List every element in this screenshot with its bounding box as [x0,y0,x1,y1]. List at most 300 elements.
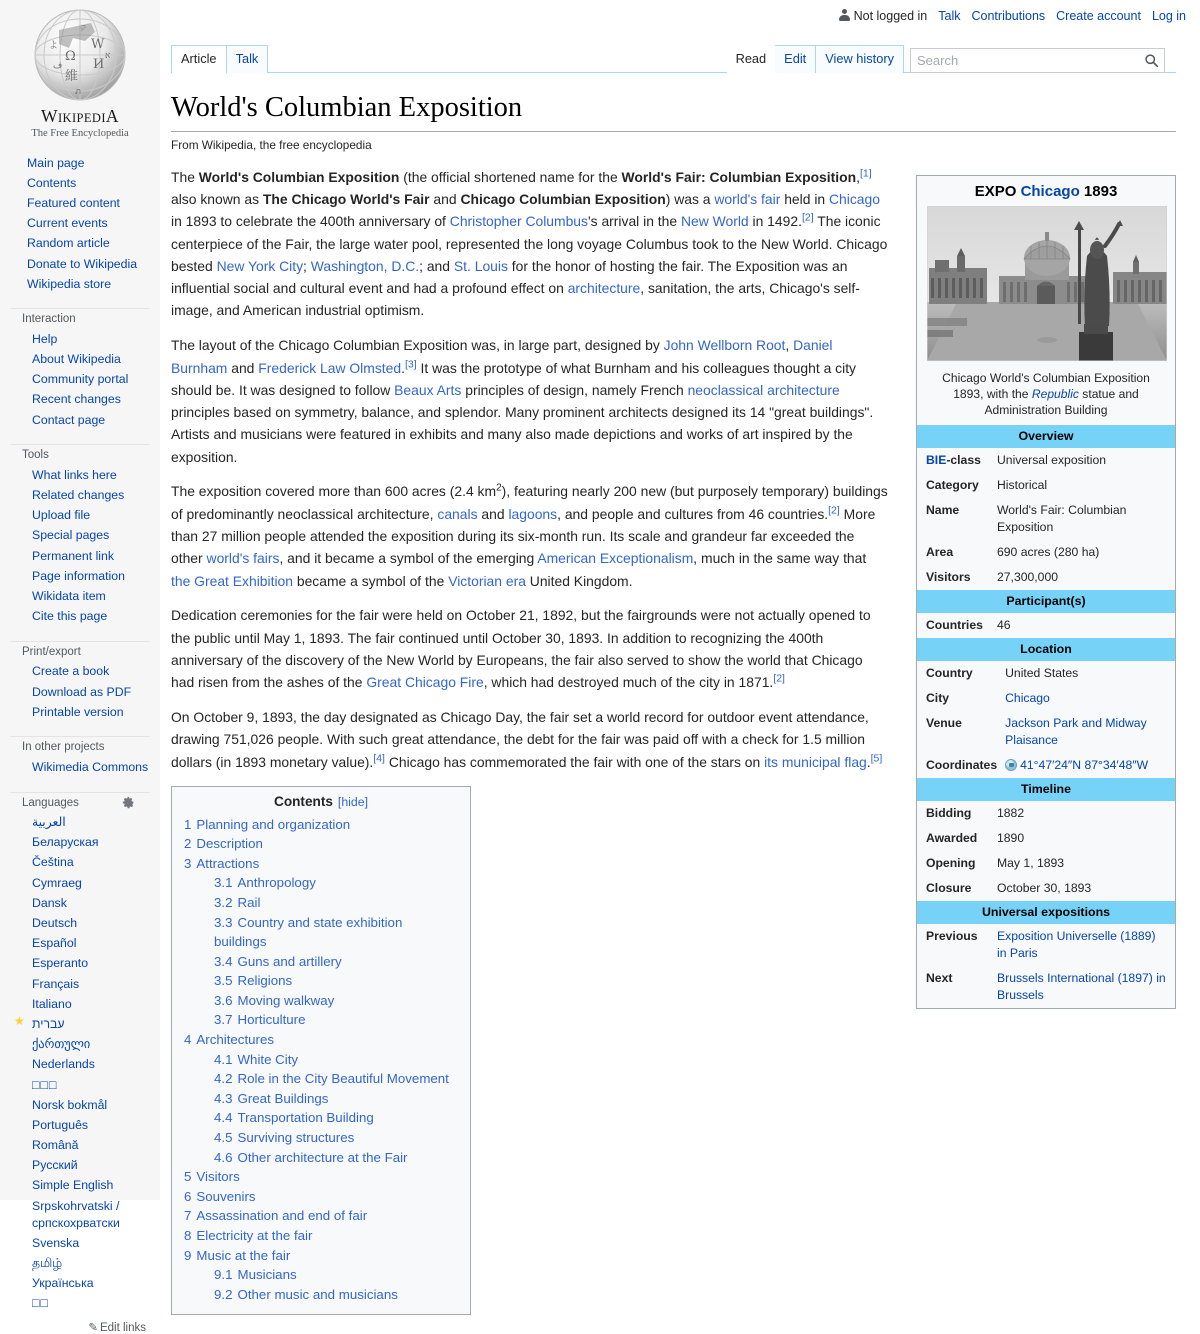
sidebar-item-print-0[interactable] [0,662,160,682]
sidebar-language-label[interactable]: Español [32,936,76,950]
edit-links-button[interactable] [0,1314,160,1334]
sidebar-item-tool-label[interactable]: Permanent link [32,549,114,563]
infobox-caption-pre: Chicago World's Columbian Exposition 1893, with the [942,371,1150,401]
infobox-row [917,711,1175,753]
article-link[interactable]: Christopher Columbus [450,213,588,229]
toc-item-label[interactable]: White City [238,1052,299,1067]
exposition-photo [927,206,1167,361]
sidebar-language-label[interactable]: Română [32,1138,78,1152]
toc-item-label[interactable]: Planning and organization [196,817,350,832]
article-link[interactable]: world's fair [714,191,780,207]
sidebar-item-nav-label[interactable]: Wikipedia store [27,277,111,291]
article-text: On October 9, 1893, the day designated as Chicago Day, the fair set a world record for outdoor event attendance, drawing 751,026 people. With such great attendance, the debt for the fair was paid off with a check for 1.5 million dollars (in 1893 monetary value). [171,709,869,770]
toc-item-label[interactable]: Architectures [196,1032,274,1047]
infobox-row [917,966,1175,1008]
toc-item-label[interactable]: Moving walkway [238,993,335,1008]
sidebar-language-item-20[interactable] [0,1233,160,1253]
sidebar-section-languages [0,792,160,1334]
article-link[interactable]: Frederick Law Olmsted [258,360,401,376]
page-title: World's Columbian Exposition [171,90,1176,132]
sidebar-language-label[interactable]: Svenska [32,1236,79,1250]
infobox-row-value: 690 acres (280 ha) [995,540,1175,565]
sidebar-language-item-10[interactable] [0,1014,160,1034]
sidebar [0,0,160,1200]
sidebar-language-label[interactable]: Italiano [32,997,72,1011]
infobox-title-post: 1893 [1084,183,1117,200]
toc-item-2[interactable] [184,834,458,854]
article-link[interactable]: St. Louis [454,258,508,274]
personal-link-contributions[interactable]: Contributions [972,9,1046,23]
article-text: , and people and cultures from 46 countries. [557,506,828,522]
svg-text:維: 維 [65,69,78,84]
article-text: United Kingdom. [526,573,633,589]
toc-item-1[interactable] [184,815,458,835]
sidebar-language-item-17[interactable] [0,1156,160,1176]
article-text: and [227,360,258,376]
sidebar-item-interaction-label[interactable]: Help [32,332,57,346]
article-link[interactable]: architecture [568,280,641,296]
bold-term: World's Columbian Exposition [199,169,400,185]
toc-item-label[interactable]: Country and state exhibition buildings [214,915,402,950]
infobox-row-value[interactable] [1003,711,1175,753]
infobox-row-value: United States [1003,661,1175,686]
toc-item-9-2[interactable] [184,1285,458,1305]
infobox-section-heading-0: Overview [917,425,1175,448]
tab-read[interactable]: Read [727,45,776,73]
sidebar-language-item-9[interactable] [0,994,160,1014]
sidebar-language-label[interactable]: Français [32,977,79,991]
infobox-row-label: Bidding [917,801,995,826]
sidebar-item-tool-label[interactable]: Page information [32,569,125,583]
sidebar-language-item-18[interactable] [0,1176,160,1196]
toc-item-number: 4 [184,1032,191,1047]
toc-item-number: 4.6 [214,1150,233,1165]
infobox-row-value: 27,300,000 [995,565,1175,590]
sidebar-item-tool-4[interactable] [0,546,160,566]
article-body [171,166,888,773]
sidebar-item-nav-label[interactable]: Donate to Wikipedia [27,257,137,271]
article-link[interactable]: Washington, D.C. [311,258,419,274]
toc-item-6[interactable] [184,1187,458,1207]
sidebar-item-interaction-4[interactable] [0,410,160,430]
sidebar-language-item-8[interactable] [0,974,160,994]
sidebar-language-item-22[interactable] [0,1274,160,1294]
sidebar-language-label[interactable]: Nederlands [32,1057,95,1071]
toc-item-number: 9.2 [214,1287,233,1302]
infobox-row-value: Historical [995,473,1175,498]
sidebar-item-tool-label[interactable]: Upload file [32,508,90,522]
sidebar-language-item-1[interactable] [0,833,160,853]
sidebar-language-item-19[interactable] [0,1196,160,1233]
infobox-row [917,448,1175,473]
sidebar-language-label[interactable]: Simple English [32,1178,113,1192]
sidebar-item-nav-label[interactable]: Current events [27,216,108,230]
toc-item-label[interactable]: Anthropology [238,875,316,890]
sidebar-item-print-label[interactable]: Download as PDF [32,685,131,699]
toc-item-label[interactable]: Guns and artillery [238,954,342,969]
sidebar-item-nav-2[interactable] [0,193,160,213]
article-text: The [171,169,199,185]
infobox-row-value[interactable] [995,966,1175,1008]
sidebar-language-item-3[interactable] [0,873,160,893]
infobox-row-label: Next [917,966,995,1008]
personal-link-talk[interactable]: Talk [938,9,960,23]
toc-item-3-6[interactable] [184,991,458,1011]
sidebar-heading-print-export: Print/export [10,641,150,662]
article-link[interactable]: its municipal flag [764,754,867,770]
sidebar-language-item-2[interactable] [0,853,160,873]
sidebar-item-project-0[interactable] [0,757,160,777]
sidebar-item-tool-label[interactable]: Special pages [32,528,109,542]
infobox-title-pre: EXPO [975,183,1017,200]
article-text: principles based on symmetry, balance, and splendor. Many prominent architects designed its 14 "great buildings". Artists and musicians were featured in exhibits and many also made depictions and works of art inspired by the exposition. [171,404,873,465]
toc-title-label: Contents [274,794,333,809]
toc-item-number: 3.5 [214,973,233,988]
svg-text:ف: ف [53,61,62,71]
article-link[interactable]: neoclassical architecture [688,382,840,398]
sidebar-language-label[interactable]: العربية [32,815,66,829]
sidebar-item-print-label[interactable]: Create a book [32,664,109,678]
infobox-caption-emphasis[interactable]: Republic [1032,387,1079,401]
sidebar-language-item-14[interactable] [0,1095,160,1115]
infobox-row [917,613,1175,638]
toc-item-label[interactable]: Surviving structures [238,1130,355,1145]
article-link[interactable]: American Exceptionalism [537,550,693,566]
article-link[interactable]: world's fairs [207,550,280,566]
sidebar-item-interaction-label[interactable]: Recent changes [32,392,121,406]
sidebar-item-tool-0[interactable] [0,465,160,485]
infobox-row [917,801,1175,826]
infobox-table-2 [917,661,1175,778]
sidebar-section-tools [0,444,160,627]
toc-item-9[interactable] [184,1246,458,1266]
wikipedia-logo[interactable] [0,0,160,139]
toc-item-4-4[interactable] [184,1108,458,1128]
infobox-value-link[interactable]: Jackson Park and Midway Plaisance [1005,716,1147,747]
article-text: . [867,754,871,770]
infobox-row-label: Name [917,498,995,540]
sidebar-language-label[interactable]: Русский [32,1158,78,1172]
toc-item-3-3[interactable] [184,913,458,952]
toc-item-label[interactable]: Great Buildings [238,1091,329,1106]
sidebar-item-interaction-0[interactable] [0,329,160,349]
infobox-row-label: Previous [917,924,995,966]
sidebar-item-print-1[interactable] [0,682,160,702]
article-link[interactable]: Great Chicago Fire [366,674,483,690]
toc-item-9-1[interactable] [184,1265,458,1285]
sidebar-language-item-4[interactable] [0,893,160,913]
article-link[interactable]: Victorian era [448,573,526,589]
sidebar-item-tool-label[interactable]: Related changes [32,488,124,502]
sidebar-item-tool-label[interactable]: Wikidata item [32,589,106,603]
search-box[interactable] [910,48,1165,73]
toc-item-3-1[interactable] [184,873,458,893]
reference-marker[interactable]: [2] [773,673,785,685]
toc-item-number: 4.3 [214,1091,233,1106]
infobox-row [917,826,1175,851]
sidebar-language-label[interactable]: Українська [32,1276,94,1290]
toc-item-label[interactable]: Musicians [238,1267,297,1282]
toc-item-4-3[interactable] [184,1089,458,1109]
reference-marker[interactable]: [1] [860,167,872,179]
search-icon[interactable] [1138,49,1164,72]
infobox-row-value[interactable] [1003,753,1175,778]
sidebar-language-label[interactable]: Deutsch [32,916,77,930]
toc-item-4-6[interactable] [184,1148,458,1168]
sidebar-language-item-6[interactable] [0,934,160,954]
sidebar-heading-tools: Tools [10,444,150,465]
sidebar-item-print-2[interactable] [0,702,160,722]
toc-item-label[interactable]: Other music and musicians [238,1287,398,1302]
infobox-value-link[interactable]: Exposition Universelle (1889) in Paris [997,929,1156,960]
tab-talk[interactable]: Talk [227,45,269,73]
sidebar-language-label[interactable]: Esperanto [32,956,88,970]
infobox-section-heading-4: Universal expositions [917,901,1175,924]
sidebar-language-item-0[interactable] [0,813,160,833]
site-subtitle: From Wikipedia, the free encyclopedia [171,138,1176,152]
infobox-row [917,661,1175,686]
toc-item-3-5[interactable] [184,971,458,991]
article-paragraph-0 [171,166,888,322]
toc-item-3[interactable] [184,854,458,874]
sidebar-language-item-7[interactable] [0,954,160,974]
sidebar-item-nav-5[interactable] [0,254,160,274]
sidebar-item-project-label[interactable]: Wikimedia Commons [32,760,148,774]
toc-item-label[interactable]: Rail [238,895,261,910]
sidebar-heading-languages [10,792,150,813]
sidebar-print-list [0,662,160,723]
reference-marker[interactable]: [5] [871,752,883,764]
sidebar-language-label[interactable]: ქართული [32,1037,90,1051]
infobox-image[interactable] [917,206,1175,366]
sidebar-language-label[interactable]: Dansk [32,896,67,910]
sidebar-language-label[interactable]: Português [32,1118,88,1132]
sidebar-language-label[interactable]: □□ [32,1296,49,1310]
toc-item-4-2[interactable] [184,1069,458,1089]
reference-marker[interactable]: [4] [373,752,385,764]
sidebar-item-tool-label[interactable]: Cite this page [32,609,107,623]
edit-links-label: Edit links [100,1322,146,1334]
infobox-row [917,753,1175,778]
toc-item-label[interactable]: Visitors [196,1169,239,1184]
sidebar-language-label[interactable]: Norsk bokmål [32,1098,107,1112]
sidebar-item-nav-1[interactable] [0,173,160,193]
article-text: , sanitation, the arts, Chicago's self-image, and American industrial optimism. [171,280,860,318]
view-tabs [727,45,904,73]
sidebar-item-tool-7[interactable] [0,607,160,627]
infobox-row-label: Closure [917,876,995,901]
namespace-tabs [171,45,268,73]
sidebar-projects-list [0,757,160,777]
article-text: also known as [171,191,263,207]
reference-marker[interactable]: [2] [828,504,840,516]
article-text: . [401,360,405,376]
sidebar-language-item-15[interactable] [0,1115,160,1135]
infobox-section-heading-3: Timeline [917,778,1175,801]
sidebar-item-tool-3[interactable] [0,526,160,546]
toc-item-number: 3.2 [214,895,233,910]
article-link[interactable]: New World [681,213,749,229]
article-link[interactable]: John Wellborn Root [664,337,786,353]
infobox-row [917,686,1175,711]
sidebar-item-nav-label[interactable]: Featured content [27,196,120,210]
toc-item-label[interactable]: Role in the City Beautiful Movement [238,1071,449,1086]
toc-item-label[interactable]: Attractions [196,856,259,871]
sidebar-item-nav-label[interactable]: Contents [27,176,76,190]
search-input[interactable] [911,53,1138,68]
sidebar-item-interaction-1[interactable] [0,350,160,370]
sidebar-item-interaction-label[interactable]: About Wikipedia [32,352,121,366]
toc-item-number: 1 [184,817,191,832]
article-text: ; and [419,258,454,274]
personal-link-create-account[interactable]: Create account [1056,9,1141,23]
sidebar-language-label[interactable]: Čeština [32,855,74,869]
toc-item-label[interactable]: Transportation Building [238,1110,374,1125]
article-link[interactable]: Beaux Arts [394,382,461,398]
sidebar-language-label[interactable]: Srpskohrvatski / српскохрватски [32,1199,120,1230]
article-link[interactable]: canals [437,506,477,522]
personal-link-log-in[interactable]: Log in [1152,9,1186,23]
sidebar-language-item-16[interactable] [0,1136,160,1156]
article-text: (the official shortened name for the [399,169,621,185]
sidebar-item-tool-5[interactable] [0,566,160,586]
sidebar-item-nav-3[interactable] [0,214,160,234]
infobox-table-3 [917,801,1175,901]
sidebar-item-interaction-label[interactable]: Contact page [32,413,105,427]
toc-item-8[interactable] [184,1226,458,1246]
sidebar-language-item-21[interactable] [0,1253,160,1273]
sidebar-language-item-23[interactable] [0,1294,160,1314]
sidebar-item-print-label[interactable]: Printable version [32,705,124,719]
infobox-row-label: Visitors [917,565,995,590]
toc-item-number: 3.3 [214,915,233,930]
toc-item-3-4[interactable] [184,952,458,972]
infobox-value-link[interactable]: 41°47′24″N 87°34′48″W [1020,758,1148,772]
infobox-row-value[interactable] [1003,686,1175,711]
sidebar-item-interaction-2[interactable] [0,370,160,390]
tab-edit[interactable]: Edit [775,45,816,73]
article-text: ) was a [666,191,715,207]
sidebar-item-tool-label[interactable]: What links here [32,468,117,482]
infobox-row-value: 1882 [995,801,1175,826]
sidebar-language-item-11[interactable] [0,1035,160,1055]
toc-item-number: 3.6 [214,993,233,1008]
toc-item-label[interactable]: Souvenirs [196,1189,255,1204]
article-text: principles of design, namely French [461,382,687,398]
article-text: in 1492. [749,213,802,229]
toc-item-label[interactable]: Assassination and end of fair [196,1208,367,1223]
sidebar-item-tool-6[interactable] [0,586,160,606]
sidebar-item-nav-label[interactable]: Random article [27,236,110,250]
sidebar-item-interaction-label[interactable]: Community portal [32,372,128,386]
toc-item-5[interactable] [184,1167,458,1187]
sidebar-item-interaction-3[interactable] [0,390,160,410]
toc-item-label[interactable]: Electricity at the fair [196,1228,312,1243]
infobox-table-0 [917,448,1175,590]
tab-article[interactable]: Article [171,45,227,73]
article-paragraph-4 [171,706,888,773]
article-text: and [478,506,509,522]
reference-marker[interactable]: [2] [802,212,814,224]
sidebar-language-label[interactable]: □□□ [32,1078,57,1092]
article-link[interactable]: the Great Exhibition [171,573,293,589]
toc-item-7[interactable] [184,1206,458,1226]
infobox-row-value[interactable] [995,924,1175,966]
sidebar-item-tool-1[interactable] [0,485,160,505]
sidebar-item-tool-2[interactable] [0,506,160,526]
toc-item-number: 3.4 [214,954,233,969]
toc-item-4-5[interactable] [184,1128,458,1148]
sidebar-language-label[interactable]: עברית [32,1017,65,1031]
toc-item-number: 7 [184,1208,191,1223]
infobox-value-link[interactable]: Chicago [1005,691,1050,705]
article-link[interactable]: New York City [217,258,303,274]
infobox-row-label: Coordinates [917,753,1003,778]
svg-text:ภ: ภ [75,87,81,97]
article-link[interactable]: Chicago [829,191,880,207]
toc-item-label[interactable]: Description [196,836,263,851]
toc-item-number: 6 [184,1189,191,1204]
infobox-caption [917,366,1175,425]
toc-item-3-7[interactable] [184,1010,458,1030]
sidebar-tools-list [0,465,160,627]
reference-marker[interactable]: [3] [405,358,417,370]
bold-term: World's Fair: Columbian Exposition [622,169,857,185]
infobox-section-heading-2: Location [917,638,1175,661]
article-link[interactable]: lagoons [508,506,557,522]
infobox-row [917,876,1175,901]
toc-item-number: 4.2 [214,1071,233,1086]
toc-item-3-2[interactable] [184,893,458,913]
sidebar-item-nav-0[interactable] [0,153,160,173]
wikipedia-wordmark: WIKIPEDIA [0,106,160,127]
sidebar-language-item-5[interactable] [0,913,160,933]
article-link[interactable]: Daniel Burnham [171,337,833,375]
sidebar-language-label[interactable]: Cymraeg [32,876,82,890]
sidebar-section-projects [0,736,160,777]
sidebar-language-label[interactable]: தமிழ் [32,1256,62,1270]
toc-item-label[interactable]: Religions [238,973,293,988]
toc-item-label[interactable]: Music at the fair [196,1248,290,1263]
infobox [916,175,1176,1009]
article-paragraph-3 [171,604,888,693]
tab-view-history[interactable]: View history [816,45,904,73]
toc-toggle-button[interactable]: [hide] [338,795,368,809]
toc-item-4-1[interactable] [184,1050,458,1070]
infobox-title-link[interactable]: Chicago [1021,183,1080,200]
toc-item-label[interactable]: Horticulture [238,1012,306,1027]
article-text: The iconic centerpiece of the Fair, the large water pool, represented the long voyage Columbus took to the New World. Chicago bested [171,213,887,274]
infobox-row-value: Universal exposition [995,448,1175,473]
sidebar-language-item-13[interactable] [0,1075,160,1095]
sidebar-language-item-12[interactable] [0,1055,160,1075]
sidebar-item-nav-label[interactable]: Main page [27,156,84,170]
toc-item-number: 4.4 [214,1110,233,1125]
infobox-value-link[interactable]: Brussels International (1897) in Brussels [997,971,1166,1002]
sidebar-heading-projects: In other projects [10,736,150,757]
infobox-row-value: 46 [995,613,1175,638]
sidebar-language-label[interactable]: Беларуская [32,835,99,849]
sidebar-item-nav-4[interactable] [0,234,160,254]
gear-icon[interactable] [122,796,135,809]
toc-item-4[interactable] [184,1030,458,1050]
sidebar-item-nav-6[interactable] [0,274,160,294]
infobox-label-link[interactable]: BIE [926,453,946,467]
toc-item-label[interactable]: Other architecture at the Fair [238,1150,408,1165]
infobox-row [917,498,1175,540]
toc-list [184,815,458,1305]
infobox-title [917,176,1175,206]
